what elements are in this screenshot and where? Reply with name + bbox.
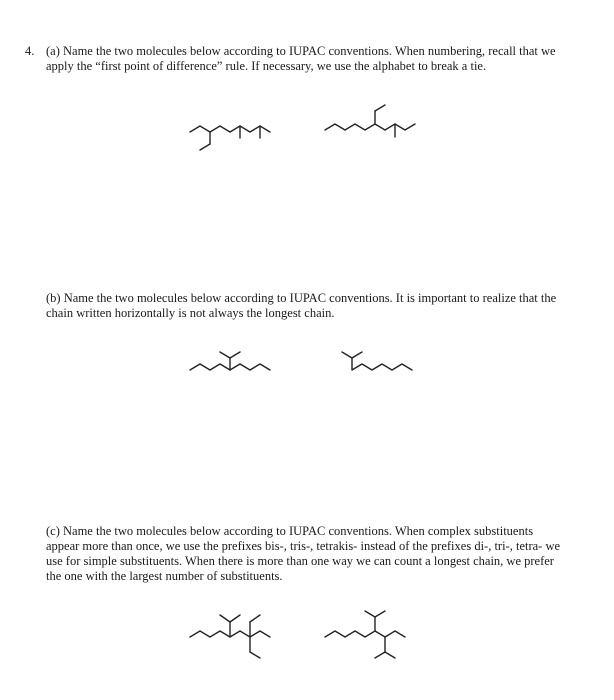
part-b-prompt: (b) Name the two molecules below according to IUPAC conventions. It is important to realize that the chain written horizontally is not always the longest chain. [46, 291, 557, 320]
molecule-c2-structure [320, 600, 430, 680]
molecule-b1-structure [185, 330, 285, 380]
molecule-c1-structure [185, 600, 295, 680]
molecule-a2-structure [320, 95, 430, 155]
question-number: 4. [25, 44, 35, 58]
part-c-prompt: (c) Name the two molecules below according to IUPAC conventions. When complex substituents appear more than once, we use the prefixes bis-, tris-, tetrakis- instead of the prefixes di-, tri-, tetra- we use for simple substituents. When there is more than one way we can count a longest chain, we prefer the one with the largest number of substituents. [46, 524, 561, 583]
molecule-b2-structure [328, 330, 428, 380]
part-a-prompt: (a) Name the two molecules below according to IUPAC conventions. When numbering, recall that we apply the “first point of difference” rule. If necessary, we use the alphabet to break a tie. [46, 44, 556, 73]
molecule-a1-structure [180, 105, 290, 165]
